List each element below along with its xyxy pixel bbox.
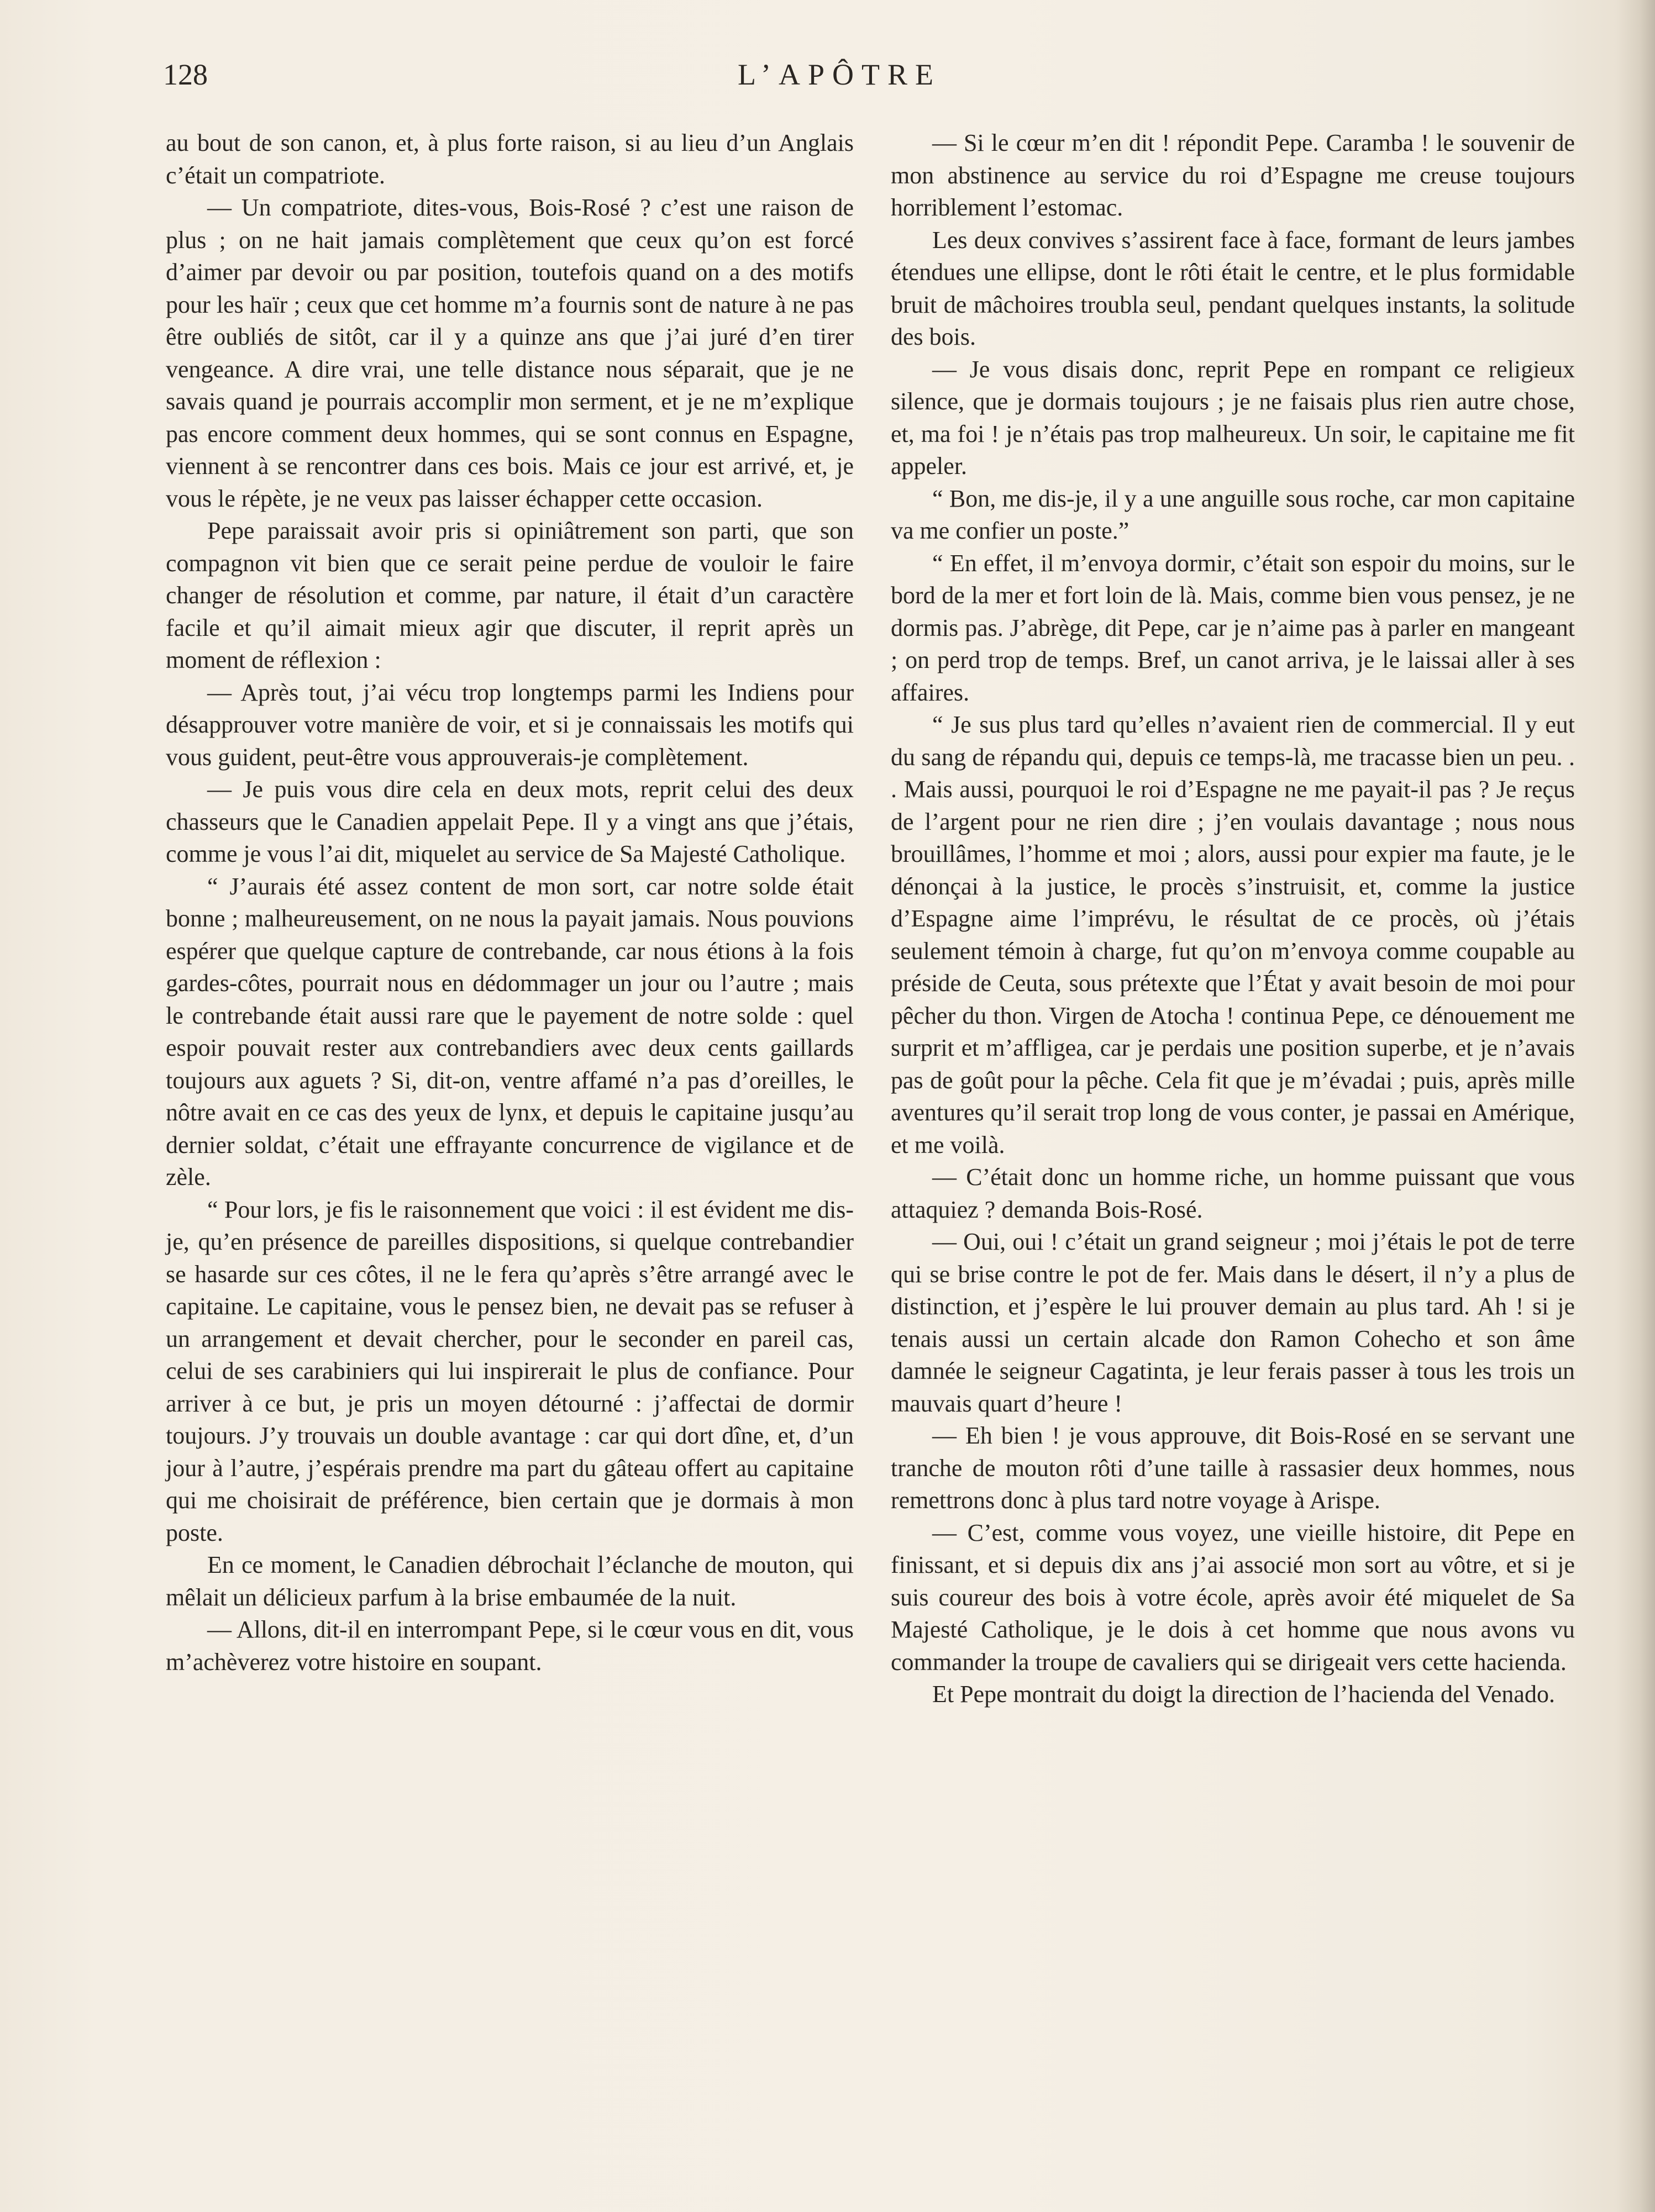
paragraph: “ Je sus plus tard qu’elles n’avaient rien de commercial. Il y eut du sang de répandu qui, depuis ce temps-là, me tracasse bien un peu. . . Mais aussi, pourquoi le roi d’Espagne ne me payait-il pas ? Je reçus de l’argent pour ne rien dire ; j’en voulais davantage ; nous nous brouillâmes, l’homme et moi ; alors, aussi pour expier ma faute, je le dénonçai à la justice, le procès s’instruisit, et, comme la justice d’Espagne aime l’imprévu, le résultat de ce procès, où j’étais seulement témoin à charge, fut qu’on m’envoya comme coupable au préside de Ceuta, sous prétexte que l’État y avait besoin de moi pour pêcher du thon. Virgen de Atocha ! continua Pepe, ce dénouement me surprit et m’affligea, car je perdais une position superbe, et je n’avais pas de goût pour la pêche. Cela fit que je m’évadai ; puis, après mille aventures qu’il serait trop long de vous conter, je passai en Amérique, et me voilà. [891,711,1575,1158]
paragraph: En ce moment, le Canadien débrochait l’éclanche de mouton, qui mêlait un délicieux parfum à la brise embaumée de la nuit. [166,1551,854,1611]
paragraph: — Eh bien ! je vous approuve, dit Bois-Rosé en se servant une tranche de mouton rôti d’une taille à rassasier deux hommes, nous remettrons donc à plus tard notre voyage à Arispe. [891,1422,1575,1514]
paragraph: “ Bon, me dis-je, il y a une anguille sous roche, car mon capitaine va me confier un poste.” [891,484,1575,544]
paragraph: — C’était donc un homme riche, un homme puissant que vous attaquiez ? demanda Bois-Rosé. [891,1163,1575,1223]
running-title: L’APÔTRE [738,58,942,91]
paragraph: — Je puis vous dire cela en deux mots, reprit celui des deux chasseurs que le Canadien appelait Pepe. Il y a vingt ans que j’étais, comme je vous l’ai dit, miquelet au service de Sa Majesté Catholique. [166,776,854,867]
paragraph: Les deux convives s’assirent face à face, formant de leurs jambes étendues une ellipse, dont le rôti était le centre, et le plus formidable bruit de mâchoires troubla seul, pendant quelques instants, la solitude des bois. [891,226,1575,350]
paragraph: — Si le cœur m’en dit ! répondit Pepe. Caramba ! le souvenir de mon abstinence au service du roi d’Espagne me creuse toujours horriblement l’estomac. [891,129,1575,221]
paragraph: — C’est, comme vous voyez, une vieille histoire, dit Pepe en finissant, et si depuis dix ans j’ai associé mon sort au vôtre, et si je suis coureur des bois à votre école, après avoir été miquelet de Sa Majesté Catholique, je le dois à cet homme que nous avons vu commander la troupe de cavaliers qui se dirigeait vers cette hacienda. [891,1519,1575,1676]
paragraph: Et Pepe montrait du doigt la direction de l’hacienda del Venado. [932,1681,1555,1708]
paragraph: “ J’aurais été assez content de mon sort, car notre solde était bonne ; malheureusement, on ne nous la payait jamais. Nous pouvions espérer que quelque capture de contrebande, car nous étions à la fois gardes-côtes, pourrait nous en dédommager un jour ou l’autre ; mais le contrebande était aussi rare que le payement de notre solde : quel espoir pouvait rester aux contrebandiers avec deux cents gaillards toujours aux aguets ? Si, dit-on, ventre affamé n’a pas d’oreilles, le nôtre avait en ce cas des yeux de lynx, et depuis le capitaine jusqu’au dernier soldat, c’était une effrayante concurrence de vigilance et de zèle. [166,872,854,1191]
paragraph: “ Pour lors, je fis le raisonnement que voici : il est évident me dis-je, qu’en présence de pareilles dispositions, si quelque contrebandier se hasarde sur ces côtes, il ne le fera qu’après s’être arrangé avec le capitaine. Le capitaine, vous le pensez bien, ne devait pas se refuser à un arrangement et devait chercher, pour le seconder en pareil cas, celui de ses carabiniers qui lui inspirerait le plus de confiance. Pour arriver à ce but, je pris un moyen détourné : j’affectai de dormir toujours. J’y trouvais un double avantage : car qui dort dîne, et, d’un jour à l’autre, j’espérais prendre ma part du gâteau offert au capitaine qui me choisirait de préférence, bien certain que je dormais à mon poste. [166,1195,854,1546]
page-edge-shadow [1616,0,1655,2212]
paragraph: — Je vous disais donc, reprit Pepe en rompant ce religieux silence, que je dormais toujours ; je ne faisais plus rien autre chose, et, ma foi ! je n’étais pas trop malheureux. Un soir, le capitaine me fit appeler. [891,355,1575,480]
right-column [891,127,1575,1711]
paragraph: au bout de son canon, et, à plus forte raison, si au lieu d’un Anglais c’était un compatriote. [166,129,854,189]
paragraph: — Allons, dit-il en interrompant Pepe, si le cœur vous en dit, vous m’achèverez votre histoire en soupant. [166,1616,854,1676]
paragraph: — Après tout, j’ai vécu trop longtemps parmi les Indiens pour désapprouver votre manière de voir, et si je connaissais les motifs qui vous guident, peut-être vous approuverais-je complètement. [166,678,854,771]
paragraph: — Oui, oui ! c’était un grand seigneur ; moi j’étais le pot de terre qui se brise contre le pot de fer. Mais dans le désert, il n’y a plus de distinction, et j’espère le lui prouver demain au plus tard. Ah ! si je tenais aussi un certain alcade don Ramon Cohecho et son âme damnée le seigneur Cagatinta, je leur ferais passer à tous les trois un mauvais quart d’heure ! [891,1228,1575,1417]
left-column [166,127,854,1678]
paragraph: “ En effet, il m’envoya dormir, c’était son espoir du moins, sur le bord de la mer et fort loin de là. Mais, comme bien vous pensez, je ne dormis pas. J’abrège, dit Pepe, car je n’aime pas à parler en mangeant ; on perd trop de temps. Bref, un canot arriva, je le laissai aller à ses affaires. [891,549,1575,706]
page-header [163,52,1578,97]
paragraph: — Un compatriote, dites-vous, Bois-Rosé ? c’est une raison de plus ; on ne hait jamais complètement que ceux qu’on est forcé d’aimer par devoir ou par position, toutefois quand on a des motifs pour les haïr ; ceux que cet homme m’a fournis sont de nature à ne pas être oubliés de sitôt, car il y a quinze ans que j’ai juré d’en tirer vengeance. A dire vrai, une telle distance nous séparait, que je ne savais quand je pourrais accomplir mon serment, et je ne m’explique pas encore comment deux hommes, qui se sont connus en Espagne, viennent à se rencontrer dans ces bois. Mais ce jour est arrivé, et, je vous le répète, je ne veux pas laisser échapper cette occasion. [166,194,854,512]
page-number: 128 [163,58,208,91]
paragraph: Pepe paraissait avoir pris si opiniâtrement son parti, que son compagnon vit bien que ce serait peine perdue de vouloir le faire changer de résolution et comme, par nature, il était d’un caractère facile et qu’il aimait mieux agir que discuter, il reprit après un moment de réflexion : [166,517,854,673]
